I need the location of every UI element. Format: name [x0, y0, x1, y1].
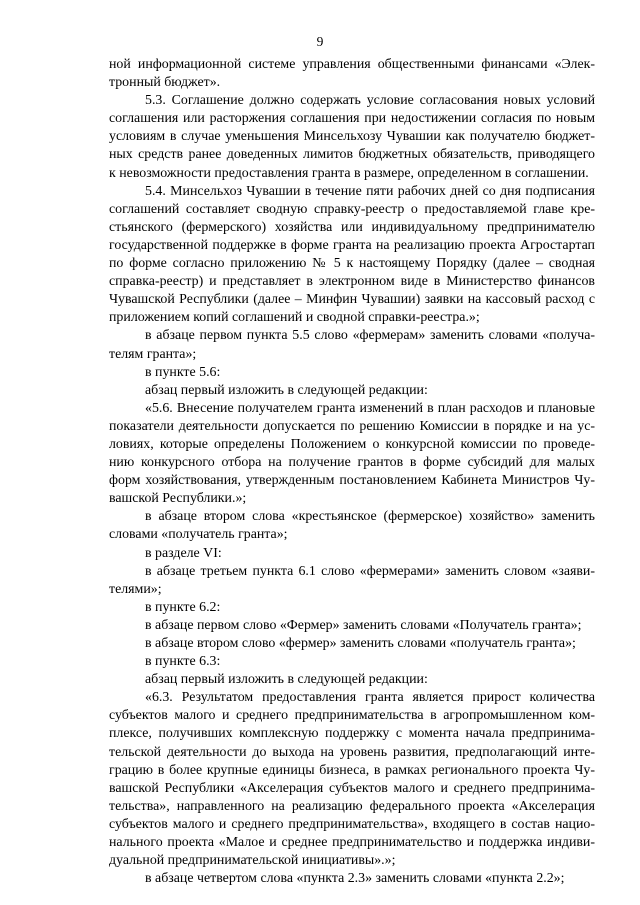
text-line: соглашения или расторжения соглашения при недостижении согласия по новым: [109, 111, 595, 127]
text-line: в абзаце четвертом слова «пункта 2.3» заменить словами «пункта 2.2»;: [145, 871, 565, 887]
text-line: телями»;: [109, 581, 162, 597]
text-line: 5.3. Соглашение должно содержать условие согласования новых условий: [145, 93, 595, 109]
text-line: к невозможности предоставления гранта в размере, определенном в соглашении.: [109, 165, 589, 181]
text-line: форм хозяйствования, утвержденным постановлением Кабинета Министров Чу-: [109, 473, 595, 489]
page-number: 9: [316, 34, 324, 49]
text-line: по форме согласно приложению № 5 к настоящему Порядку (далее – сводная: [109, 256, 595, 272]
text-line: в абзаце первом пункта 5.5 слово «фермерам» заменить словами «получа-: [145, 328, 595, 344]
text-line: тельской деятельности до выхода на уровень развития, предполагающий инте-: [109, 744, 595, 760]
text-line: в абзаце втором слова «крестьянское (фермерское) хозяйство» заменить: [145, 509, 595, 525]
text-line: в пункте 6.3:: [145, 654, 221, 670]
text-line: Чувашской Республики (далее – Минфин Чувашии) заявки на кассовый расход с: [109, 292, 595, 308]
text-line: вашской Республики.»;: [109, 491, 247, 507]
text-line: дуальной предпринимательской инициативы».»;: [109, 853, 396, 869]
text-line: справка-реестр) и представляет в электронном виде в Министерство финансов: [109, 274, 595, 290]
text-line: показатели деятельности допускается по решению Комиссии в порядке и на ус-: [109, 418, 595, 434]
text-line: в пункте 6.2:: [145, 599, 221, 615]
text-line: вашской Республики «Акселерация субъектов малого и среднего предпринима-: [109, 780, 595, 796]
text-line: в абзаце втором слово «фермер» заменить словами «получатель гранта»;: [145, 636, 576, 651]
text-line: 5.4. Минсельхоз Чувашии в течение пяти рабочих дней со дня подписания: [145, 183, 595, 199]
text-line: «5.6. Внесение получателем гранта изменений в план расходов и плановые: [145, 400, 595, 416]
text-line: нию конкурсного отбора на получение грантов в форме субсидий для малых: [109, 455, 595, 471]
text-line: в абзаце первом слово «Фермер» заменить словами «Получатель гранта»;: [145, 617, 582, 633]
text-line: нального проекта «Малое и среднее предпринимательство и поддержка индиви-: [109, 835, 595, 851]
text-line: стьянского (фермерского) хозяйства или индивидуальному предпринимателю: [109, 219, 595, 235]
text-line: в пункте 5.6:: [145, 364, 221, 380]
text-line: плексе, получивших комплексную поддержку с момента начала предпринима-: [109, 726, 595, 742]
text-line: «6.3. Результатом предоставления гранта является прирост количества: [145, 690, 595, 706]
text-line: в абзаце третьем пункта 6.1 слово «фермерами» заменить словом «заяви-: [145, 563, 595, 579]
text-line: тронный бюджет».: [109, 75, 221, 91]
text-line: грацию в более крупные единицы бизнеса, в рамках регионального проекта Чу-: [109, 762, 595, 778]
text-line: ной информационной системе управления общественными финансами «Элек-: [109, 57, 595, 72]
text-line: условиям в случае уменьшения Минсельхозу Чувашии как получателю бюджет-: [109, 129, 595, 145]
text-line: ловиях, которые определены Положением о конкурсной комиссии по проведе-: [109, 436, 595, 452]
text-line: тельства», направленного на реализацию федерального проекта «Акселерация: [109, 798, 595, 814]
document-body: [109, 56, 595, 888]
text-line: ных средств ранее доведенных лимитов бюджетных обязательств, приводящего: [109, 147, 595, 163]
text-line: телям гранта»;: [109, 346, 197, 362]
text-line: государственной поддержке в форме гранта на реализацию проекта Агростартап: [109, 237, 595, 253]
text-line: субъектов малого и среднего предпринимательства в агропромышленном ком-: [109, 708, 595, 724]
text-line: приложением копий соглашений и сводной справки-реестра.»;: [109, 310, 480, 326]
text-line: абзац первый изложить в следующей редакции:: [145, 382, 428, 398]
text-line: субъектов малого и среднего предпринимательства», входящего в состав нацио-: [109, 816, 595, 832]
text-line: соглашений составляет сводную справку-реестр о предоставляемой главе кре-: [109, 201, 595, 217]
text-line: в разделе VI:: [145, 545, 222, 561]
text-line: словами «получатель гранта»;: [109, 527, 288, 543]
text-line: абзац первый изложить в следующей редакции:: [145, 672, 428, 688]
